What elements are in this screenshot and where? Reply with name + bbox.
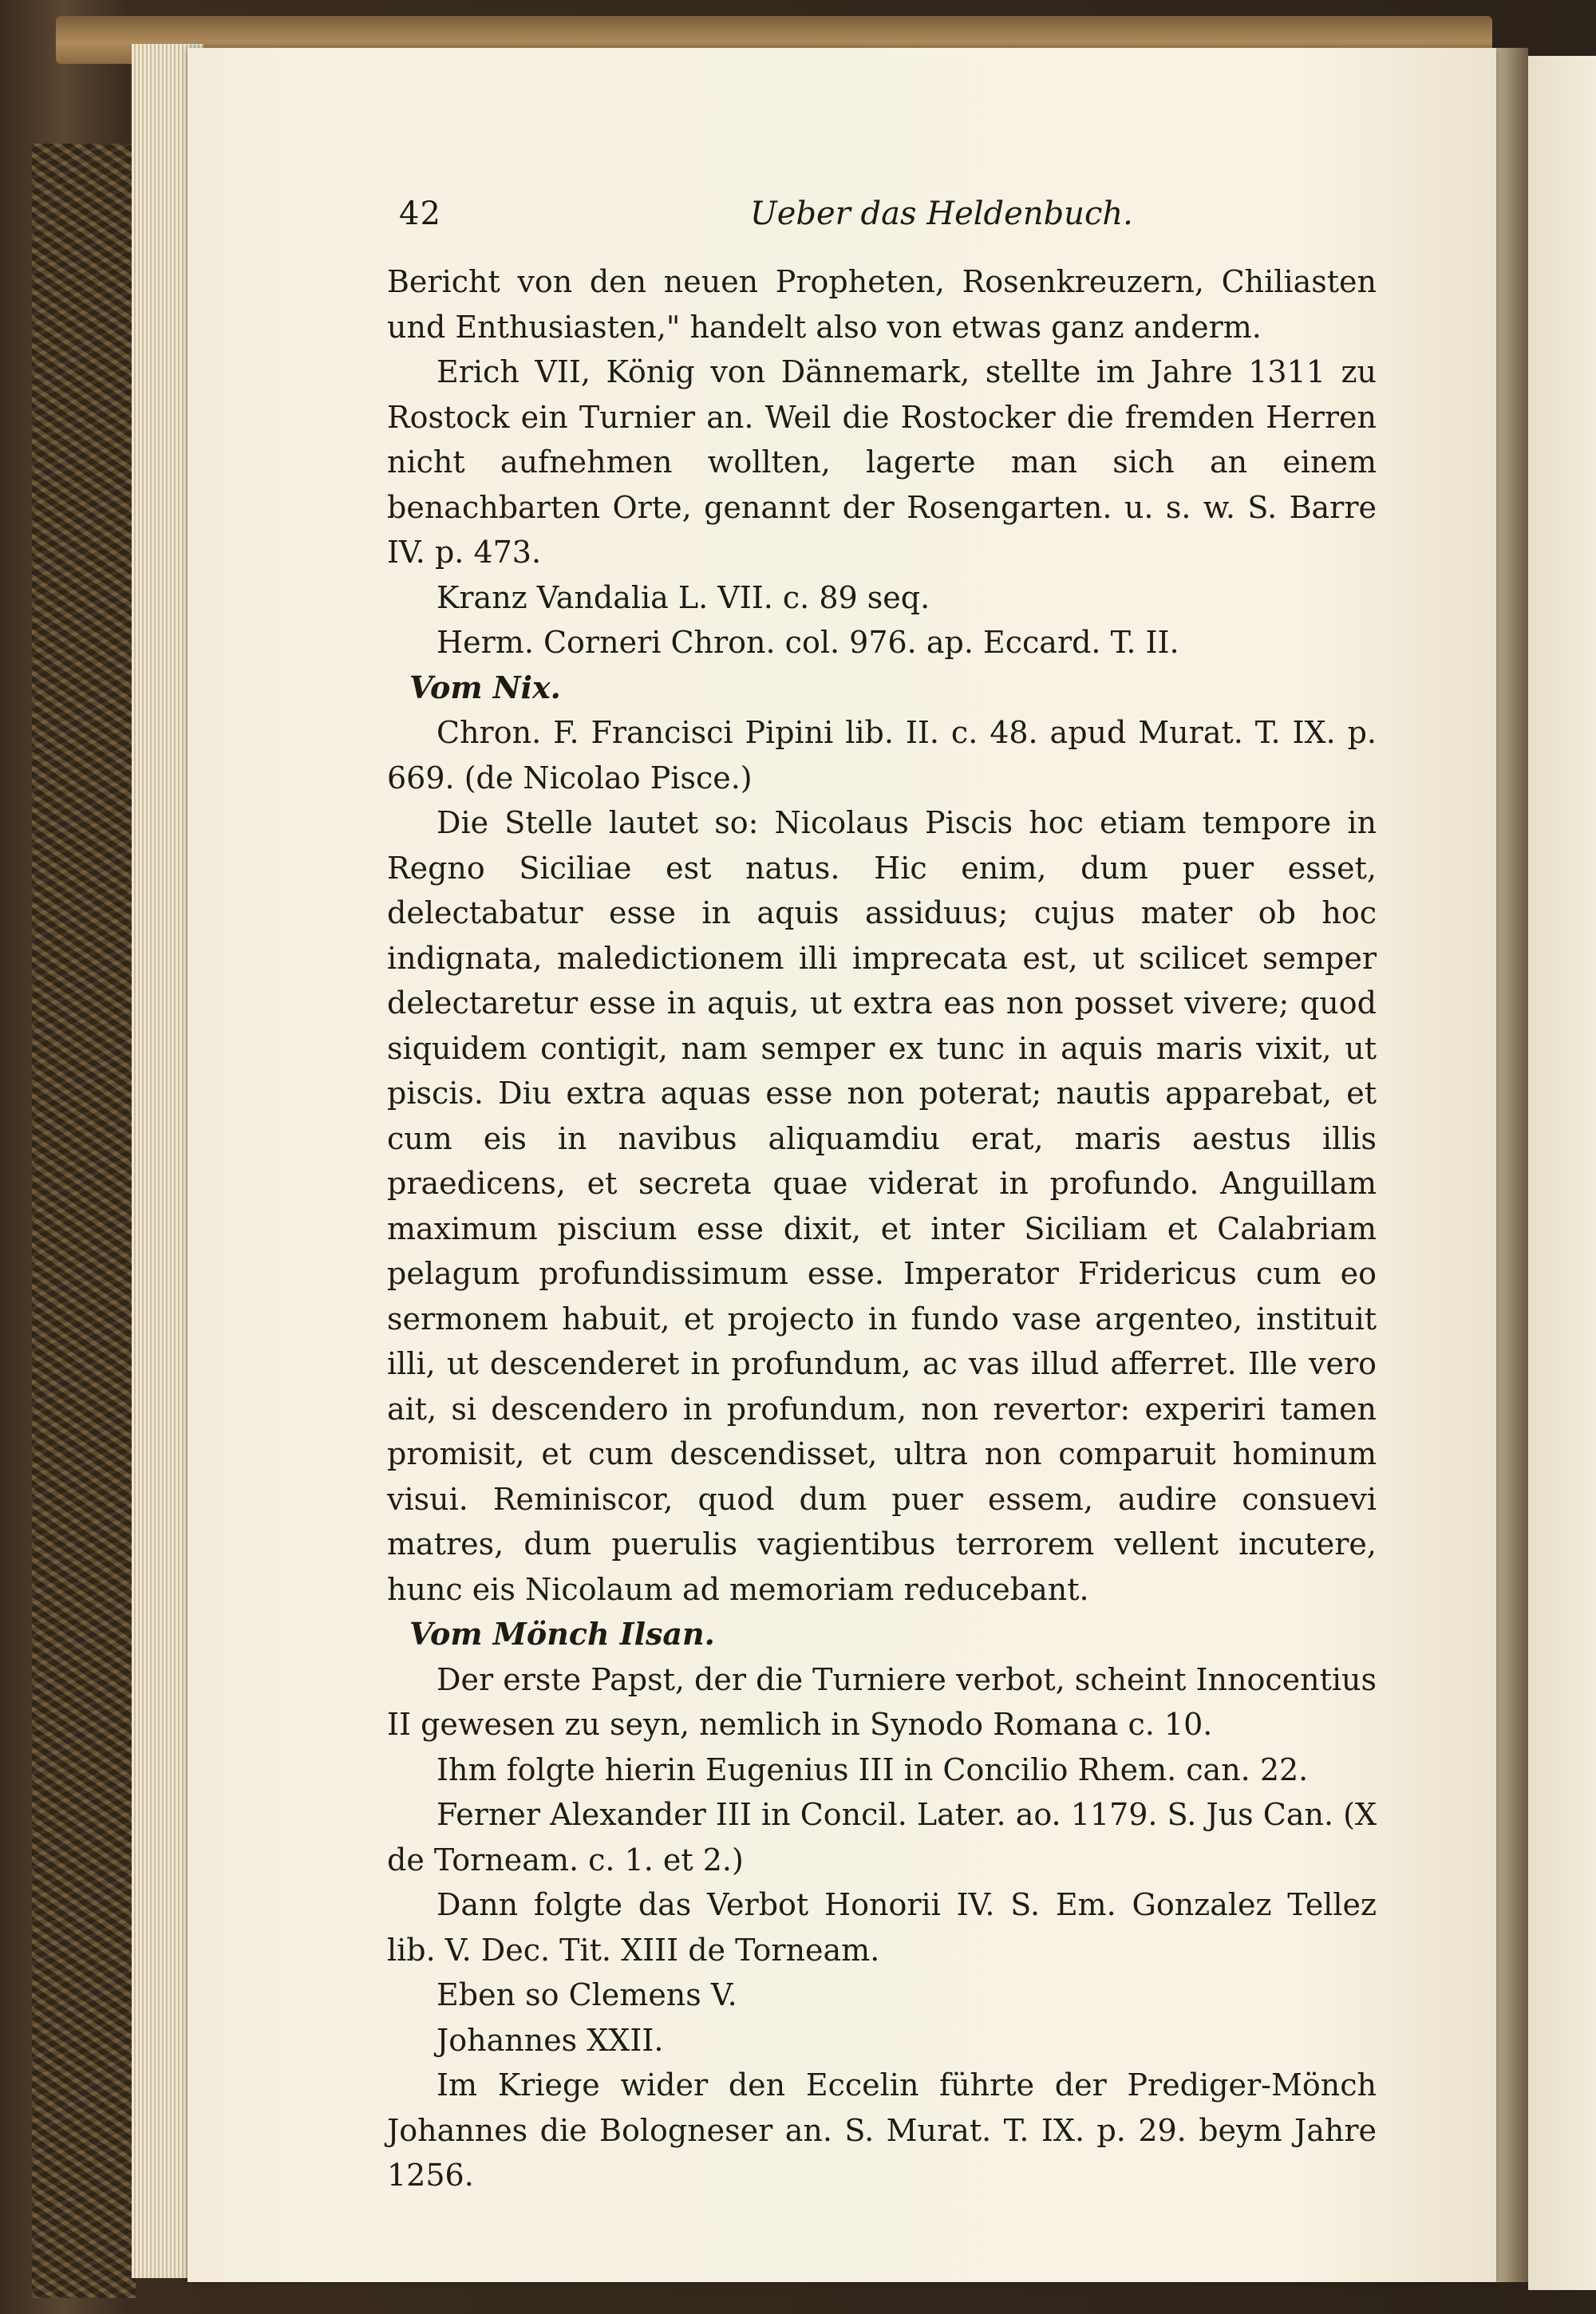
paragraph: Erich VII, König von Dännemark, stellte im Jahre 1311 zu Rostock ein Turnier an. Weil die Rostocker die fremden Herren nicht aufnehmen wollten, lagerte man sich an einem benachbarten Orte, genannt der Rosengarten. u. s. w. S. Barre IV. p. 473. bbox=[387, 354, 1377, 570]
paragraph: Chron. F. Francisci Pipini lib. II. c. 48. apud Murat. T. IX. p. 669. (de Nicolao Pisce.) bbox=[387, 715, 1377, 796]
paragraph: Im Kriege wider den Eccelin führte der Prediger-Mönch Johannes die Bologneser an. S. Murat. T. IX. p. 29. beym Jahre 1256. bbox=[387, 2067, 1377, 2193]
paragraph: Dann folgte das Verbot Honorii IV. S. Em. Gonzalez Tellez lib. V. Dec. Tit. XIII de Torneam. bbox=[387, 1887, 1377, 1968]
paragraph: Ferner Alexander III in Concil. Later. ao. 1179. S. Jus Can. (X de Torneam. c. 1. et 2.) bbox=[387, 1797, 1377, 1878]
running-title: Ueber das Heldenbuch. bbox=[750, 195, 1133, 232]
section-heading: Vom Mönch Ilsan. bbox=[409, 1616, 715, 1652]
citation-line: Kranz Vandalia L. VII. c. 89 seq. bbox=[437, 579, 930, 615]
paragraph: Der erste Papst, der die Turniere verbot, scheint Innocentius II gewesen zu seyn, nemlich in Synodo Romana c. 10. bbox=[387, 1661, 1377, 1742]
paragraph: Ihm folgte hierin Eugenius III in Concilio Rhem. can. 22. bbox=[437, 1751, 1309, 1787]
page-header bbox=[399, 195, 1436, 243]
marbled-endpaper bbox=[32, 144, 136, 2298]
page-text bbox=[387, 259, 1377, 2198]
book-gutter bbox=[1496, 48, 1528, 2282]
citation-line: Herm. Corneri Chron. col. 976. ap. Eccard. T. II. bbox=[437, 625, 1179, 660]
paragraph: Bericht von den neuen Propheten, Rosenkreuzern, Chiliasten und Enthusiasten," handelt also von etwas ganz anderm. bbox=[387, 264, 1377, 345]
facing-page bbox=[1528, 56, 1596, 2290]
page-number: 42 bbox=[399, 195, 441, 232]
latin-quotation: Die Stelle lautet so: Nicolaus Piscis hoc etiam tempore in Regno Siciliae est natus. Hic enim, dum puer esset, delectabatur esse in aquis assiduus; cujus mater ob hoc indignata, maledictionem illi imprecata est, ut scilicet semper delectaretur esse in aquis, ut extra eas non posset vivere; quod siquidem contigit, nam semper ex tunc in aquis maris vixit, ut piscis. Diu extra aquas esse non poterat; nautis apparebat, et cum eis in navibus aliquamdiu erat, maris aestus illis praedicens, et secreta quae viderat in profundo. Anguillam maximum piscium esse dixit, et inter Siciliam et Calabriam pelagum profundissimum esse. Imperator Fridericus cum eo sermonem habuit, et projecto in fundo vase argenteo, instituit illi, ut descenderet in profundum, ac vas illud afferret. Ille vero ait, si descendero in profundum, non revertor: experiri tamen promisit, et cum descendisset, ultra non comparuit hominum visui. Reminiscor, quod dum puer essem, audire consuevi matres, dum puerulis vagientibus terrorem vellent incutere, hunc eis Nicolaum ad memoriam reducebant. bbox=[387, 805, 1377, 1607]
citation-line: Johannes XXII. bbox=[437, 2022, 664, 2058]
section-heading: Vom Nix. bbox=[409, 669, 561, 705]
citation-line: Eben so Clemens V. bbox=[437, 1977, 737, 2012]
